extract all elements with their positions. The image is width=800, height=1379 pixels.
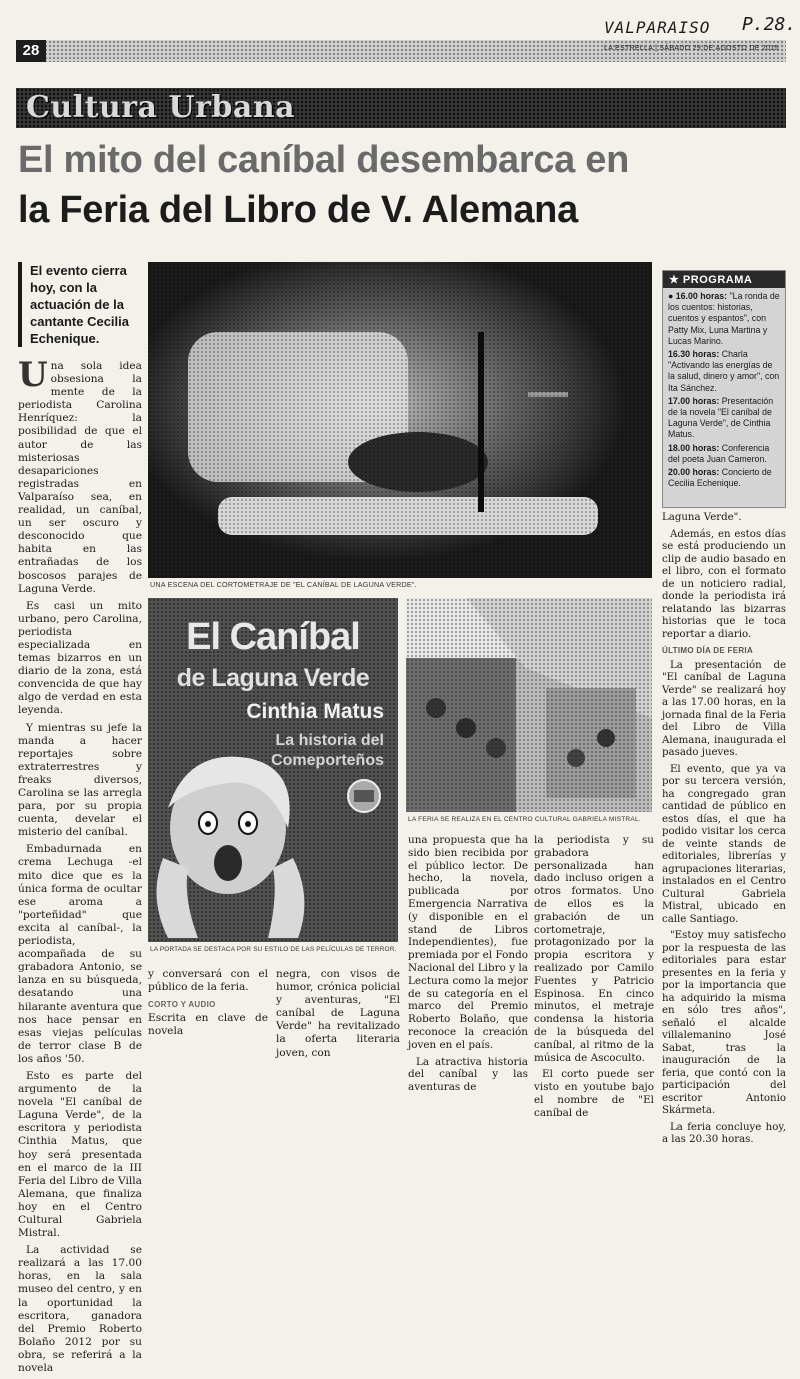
book-cover [148, 598, 398, 942]
short-film-scene-image [148, 262, 652, 578]
paper-line: LA ESTRELLA | SÁBADO 29 DE AGOSTO DE 2015 [604, 45, 779, 52]
col1-para-3: Y mientras su jefe la manda a hacer reportajes sobre extraterrestres y freaks diversos, Carolina se las arregla para, por su propia cuenta, develar el misterio del caníbal. [18, 721, 142, 839]
headline-line1: El mito del caníbal desembarca en [18, 139, 629, 181]
col6-para-1: Laguna Verde". [662, 512, 742, 523]
programa-item: 20.00 horas: Concierto de Cecilia Echenique. [668, 467, 772, 489]
col2-para-1: y conversará con el público de la feria. [148, 968, 268, 994]
column-4 [408, 834, 528, 1098]
programa-box [662, 270, 786, 508]
screaming-woman-illustration [148, 738, 318, 942]
column-3 [276, 968, 400, 1064]
col4-para-1: una propuesta que ha sido bien recibida por el público lector. De hecho, la novela, publicada por Emergencia Narrativa (y disponible en el stand de Libros Independientes), fue premiada por el Fondo Nacional del Libro y la Lectura como la mejor de su categoría en el marco del Premio Roberto Bolaño, que reconoce la creación joven en el país. [408, 834, 528, 1051]
star-icon: ★ [669, 274, 683, 286]
column-1 [18, 355, 142, 1379]
column-5 [534, 834, 654, 1124]
column-6 [662, 512, 786, 1151]
feria-photo [406, 598, 652, 812]
book-subtitle-2: Comeporteños [271, 752, 384, 769]
book-author: Cinthia Matus [246, 700, 384, 723]
section-bar [16, 88, 786, 128]
handwritten-city: VALPARAISO [604, 18, 711, 37]
book-subtitle-1: La historia del [275, 732, 384, 749]
book-title-1: El Caníbal [186, 616, 360, 658]
book-fair-crowd-image [406, 598, 652, 812]
col1-para-1: na sola idea obsesiona la mente de la periodista Carolina Henríquez: la posibilidad de que el autor de las misteriosas desapariciones registradas en Valparaíso sea, en realidad, un caníbal, un ser oscuro y desconocido que habita en las entrañadas de los boscosos parajes de Laguna Verde. [18, 360, 142, 595]
book-cover-caption: LA PORTADA SE DESTACA POR SU ESTILO DE LAS PELÍCULAS DE TERROR. [150, 946, 397, 953]
handwritten-date: P.28. [742, 14, 797, 35]
col1-para-4: Embadurnada en crema Lechuga -el mito dice que es la única forma de ocultar ese aroma a "porteñidad" que excita al caníbal-, la periodista, acompañada de su grabadora Antonio, se lanza en su búsqueda, desatando una hilarante aventura que nos hace pensar en esas viejas películas de terror clase B de los años '50. [18, 843, 142, 1065]
programa-item: 16.30 horas: Charla "Activando las energías de la salud, dinero y amor", con Ita Sánchez. [668, 349, 780, 393]
bullet-icon: ● [668, 291, 676, 301]
col2-subhead: CORTO Y AUDIO [148, 1000, 216, 1010]
col5-para-2: El corto puede ser visto en youtube bajo el nombre de "El caníbal de [534, 1068, 654, 1119]
drop-cap: U [18, 355, 48, 395]
col6-para-6: La feria concluye hoy, a las 20.30 horas. [662, 1121, 786, 1145]
programa-title: PROGRAMA [682, 274, 753, 286]
col3-para-1: negra, con visos de humor, crónica policial y aventuras, "El caníbal de Laguna Verde" ha revitalizado la oferta literaria joven, con [276, 968, 400, 1059]
programa-item: ● 16.00 horas: "La ronda de los cuentos: historias, cuentos y espantos", con Patty Mix, Luna Martina y Lucas Marino. [668, 291, 780, 346]
page-header [0, 0, 800, 80]
col6-para-4: El evento, que ya va por su tercera versión, ha congregado gran cantidad de público en estos días, el que ha podido visitar los cerca de veinte stands de editoriales, librerías y agrupaciones literarias, instalados en el Centro Cultural Gabriela Mistral, ubicado en calle Santiago. [662, 763, 786, 925]
col2-para-2: Escrita en clave de novela [148, 1012, 268, 1038]
programa-item: 18.00 horas: Conferencia del poeta Juan Cameron. [668, 442, 770, 464]
lead-box [18, 262, 140, 347]
column-2 [148, 968, 268, 1042]
col6-para-3: La presentación de "El caníbal de Laguna Verde" se realizará hoy a las 17.00 horas, en la jornada final de la Feria del Libro de Villa Alemana, inaugurada el pasado jueves. [662, 659, 786, 758]
col1-para-2: Es casi un mito urbano, pero Carolina, periodista especializada en temas bizarros en un diario de la zona, está convencida de que hay algo de verdad en esta leyenda. [18, 599, 142, 717]
main-photo [148, 262, 652, 578]
headline [18, 138, 788, 232]
feria-photo-caption: LA FERIA SE REALIZA EN EL CENTRO CULTURAL GABRIELA MISTRAL. [408, 816, 641, 823]
col5-para-1: la periodista y su grabadora personalizada han dado incluso origen a otros formatos. Uno de ellos es la grabación de un cortometraje, protagonizado por la propia escritora y realizado por Camilo Fuentes y Patricio Espinosa. En cinco minutos, el metraje condensa la historia de la búsqueda del caníbal, al ritmo de la música de Ascoculto. [534, 834, 654, 1064]
publisher-logo-icon [344, 776, 384, 816]
col6-para-5: "Estoy muy satisfecho por la respuesta de las editoriales para estar presentes en la feria y por la importancia que ha adquirido la misma en sólo tres años", señaló el alcalde villalemanino José Sabat, tras la inauguración de la feria, que contó con la participación del escritor Antonio Skármeta. [662, 930, 786, 1116]
programa-list [663, 288, 785, 492]
col6-subhead: ÚLTIMO DÍA DE FERIA [662, 646, 754, 655]
section-title: Cultura Urbana [26, 90, 296, 125]
col4-para-2: La atractiva historia del caníbal y las aventuras de [408, 1055, 528, 1094]
page-number: 28 [16, 40, 46, 62]
headline-line2: la Feria del Libro de V. Alemana [18, 189, 578, 231]
programa-title-bar [663, 271, 785, 288]
col1-para-5: Esto es parte del argumento de la novela "El caníbal de Laguna Verde", de la escritora y periodista Cinthia Matus, que hoy será presentada en el marco de la III Feria del Libro de Villa Alemana, que finaliza hoy en el Centro Cultural Gabriela Mistral. [18, 1069, 142, 1240]
col6-para-2: Además, en estos días se está produciendo un clip de audio basado en el libro, con el formato de un noticiero radial, donde la periodista irá relatando las bizarras historias que le toca reportar a diario. [662, 528, 786, 640]
main-photo-caption: UNA ESCENA DEL CORTOMETRAJE DE "EL CANÍBAL DE LAGUNA VERDE". [150, 580, 417, 589]
lead-text: El evento cierra hoy, con la actuación de la cantante Cecilia Echenique. [30, 263, 129, 346]
col1-para-6: La actividad se realizará a las 17.00 horas, en la sala museo del centro, y en la oportunidad la escritora, ganadora del Premio Roberto Bolaño 2012 por su obra, se referirá a la novela [18, 1244, 142, 1375]
book-title-2: de Laguna Verde [176, 664, 370, 692]
programa-item: 17.00 horas: Presentación de la novela "El caníbal de Laguna Verde", de Cinthia Matus. [668, 395, 774, 440]
